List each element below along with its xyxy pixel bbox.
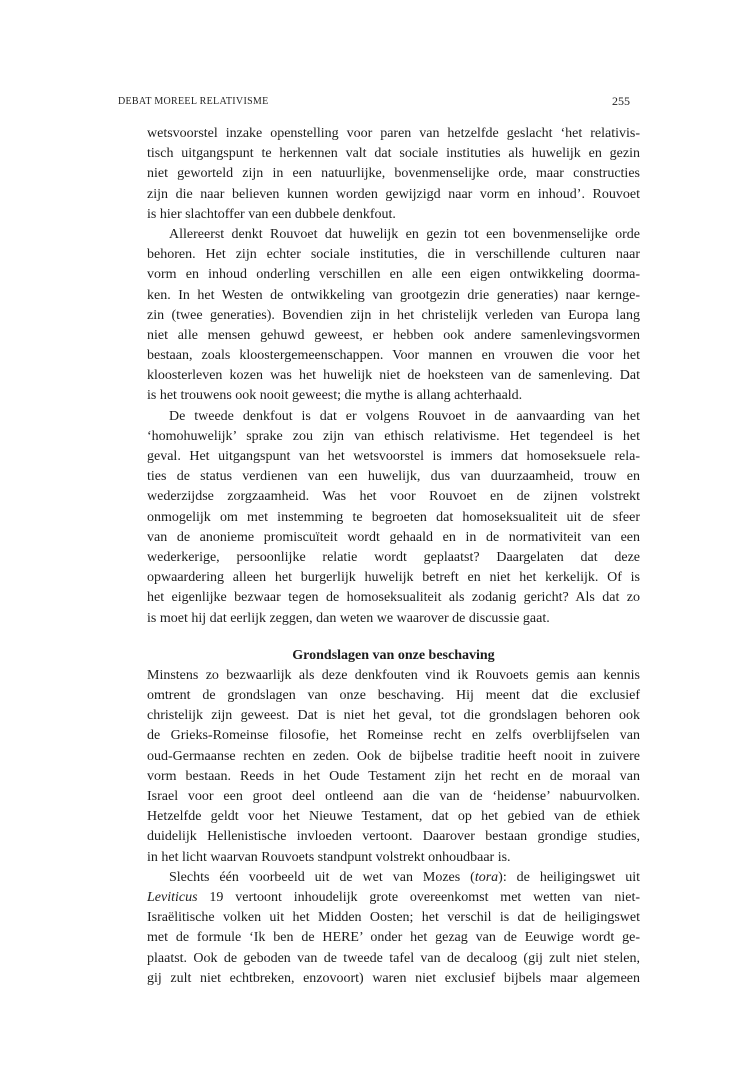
text-line: Minstens zo bezwaarlijk als deze denkfouten vind ik Rouvoets gemis aan kennis [147, 667, 640, 683]
text-line: is hier slachtoffer van een dubbele denkfout. [147, 206, 396, 222]
text-line: wetsvoorstel inzake openstelling voor paren van hetzelfde geslacht ‘het relativis- [147, 126, 640, 141]
text-line: oud-Germaanse rechten en zeden. Ook de bijbelse traditie heeft nooit in zuivere [147, 748, 640, 764]
text-line: ‘homohuwelijk’ sprake zou zijn van ethisch relativisme. Het tegendeel is het [147, 428, 640, 444]
text-line: niet alle mensen gehuwd geweest, er hebben ook andere samenlevingsvormen [147, 327, 640, 343]
text-line: vorm en inhoud onderling verschillen en alle een eigen ontwikkeling doorma- [147, 267, 640, 283]
text-line: niet geworteld zijn in een natuurlijke, bovenmenselijke orde, maar constructies [147, 166, 640, 182]
text-line: ties de status verdienen van een huwelijk, dus van duurzaamheid, trouw en [147, 469, 640, 485]
text-line: Israëlitische volken uit het Midden Oosten; het verschil is dat de heiligingswet [147, 910, 640, 926]
body-text [147, 124, 640, 989]
page-number: 255 [612, 94, 630, 108]
text-line: omtrent de grondslagen van onze beschaving. Hij meent dat die exclusief [147, 688, 640, 704]
text-line: plaatst. Ook de geboden van de tweede tafel van de decaloog (gij zult niet stelen, [147, 950, 640, 966]
paragraph [147, 225, 640, 407]
text-line: wederzijdse zorgzaamheid. Was het voor Rouvoet en de zijnen volstrekt [147, 489, 640, 505]
text-line: gij zult niet echtbreken, enzovoort) waren niet exclusief bijbels maar algemeen [147, 970, 640, 986]
text-line: is het trouwens ook nooit geweest; die mythe is allang achterhaald. [147, 388, 523, 404]
text-line: onmogelijk om met instemming te begroeten dat homoseksualiteit uit de sfeer [147, 509, 640, 525]
text-line: Hetzelfde geldt voor het Nieuwe Testament, dat op het gebied van de ethiek [147, 809, 640, 825]
paragraph [147, 407, 640, 629]
paragraph [147, 868, 640, 989]
paragraph [147, 666, 640, 868]
text-line: zin (twee generaties). Bovendien zijn in het christelijk verleden van Europa lang [147, 307, 640, 323]
text-line: tisch uitgangspunt te herkennen valt dat sociale instituties als huwelijk en gezin [147, 146, 640, 162]
text-line: kloosterleven kozen was het huwelijk niet de hoeksteen van de samenleving. Dat [147, 368, 640, 384]
text-line: is moet hij dat eerlijk zeggen, dan weten we waarover de discussie gaat. [147, 610, 550, 626]
running-head: DEBAT MOREEL RELATIVISME [118, 96, 269, 107]
text-line: duidelijk Hellenistische invloeden vertoont. Daarover bestaan grondige studies, [147, 829, 640, 845]
text-line: behoren. Het zijn echter sociale instituties, die in verschillende culturen naar [147, 247, 640, 263]
text-line: de Grieks-Romeinse filosofie, het Romeinse recht en zelfs overblijfselen van [147, 728, 640, 744]
text-line: Israel voor een groot deel ontleend aan die van de ‘heidense’ nabuurvolken. [147, 789, 640, 804]
text-line: van de anonieme promiscuïteit wordt gehaald en in de normativiteit van een [147, 529, 640, 545]
text-line: Allereerst denkt Rouvoet dat huwelijk en gezin tot een bovenmenselijke orde [169, 226, 640, 242]
text-line: Leviticus 19 vertoont inhoudelijk grote overeenkomst met wetten van niet- [147, 889, 640, 905]
text-line: ken. In het Westen de ontwikkeling van grootgezin drie generaties) naar kernge- [147, 287, 640, 303]
text-line: vorm bestaan. Reeds in het Oude Testament zijn het recht en de moraal van [147, 768, 640, 784]
text-line: met de formule ‘Ik ben de HERE’ onder het gezag van de Eeuwige wordt ge- [147, 930, 640, 946]
text-line: christelijk zijn geweest. Dat is niet het geval, tot die grondslagen behoren ook [147, 708, 640, 724]
text-line: opwaardering alleen het burgerlijk huwelijk betreft en niet het kerkelijk. Of is [147, 570, 640, 586]
text-line: in het licht waarvan Rouvoets standpunt volstrekt onhoudbaar is. [147, 849, 511, 865]
section-heading: Grondslagen van onze beschaving [292, 647, 495, 663]
text-line: Slechts één voorbeeld uit de wet van Mozes (tora): de heiligingswet uit [169, 869, 640, 885]
text-line: bestaan, zoals kloostergemeenschappen. Voor mannen en vrouwen die voor het [147, 348, 640, 364]
text-line: De tweede denkfout is dat er volgens Rouvoet in de aanvaarding van het [169, 408, 640, 424]
text-line: wederkerige, persoonlijke relatie wordt geplaatst? Daargelaten dat deze [147, 549, 640, 565]
text-line: geval. Het uitgangspunt van het wetsvoorstel is immers dat homoseksuele rela- [147, 449, 640, 464]
text-line: zijn die naar believen kunnen worden gewijzigd naar vorm en inhoud’. Rouvoet [147, 186, 640, 202]
paragraph [147, 124, 640, 225]
section-spacer [147, 629, 640, 646]
text-line: het eigenlijke bezwaar tegen de homoseksualiteit als zodanig gericht? Als dat zo [147, 590, 640, 606]
